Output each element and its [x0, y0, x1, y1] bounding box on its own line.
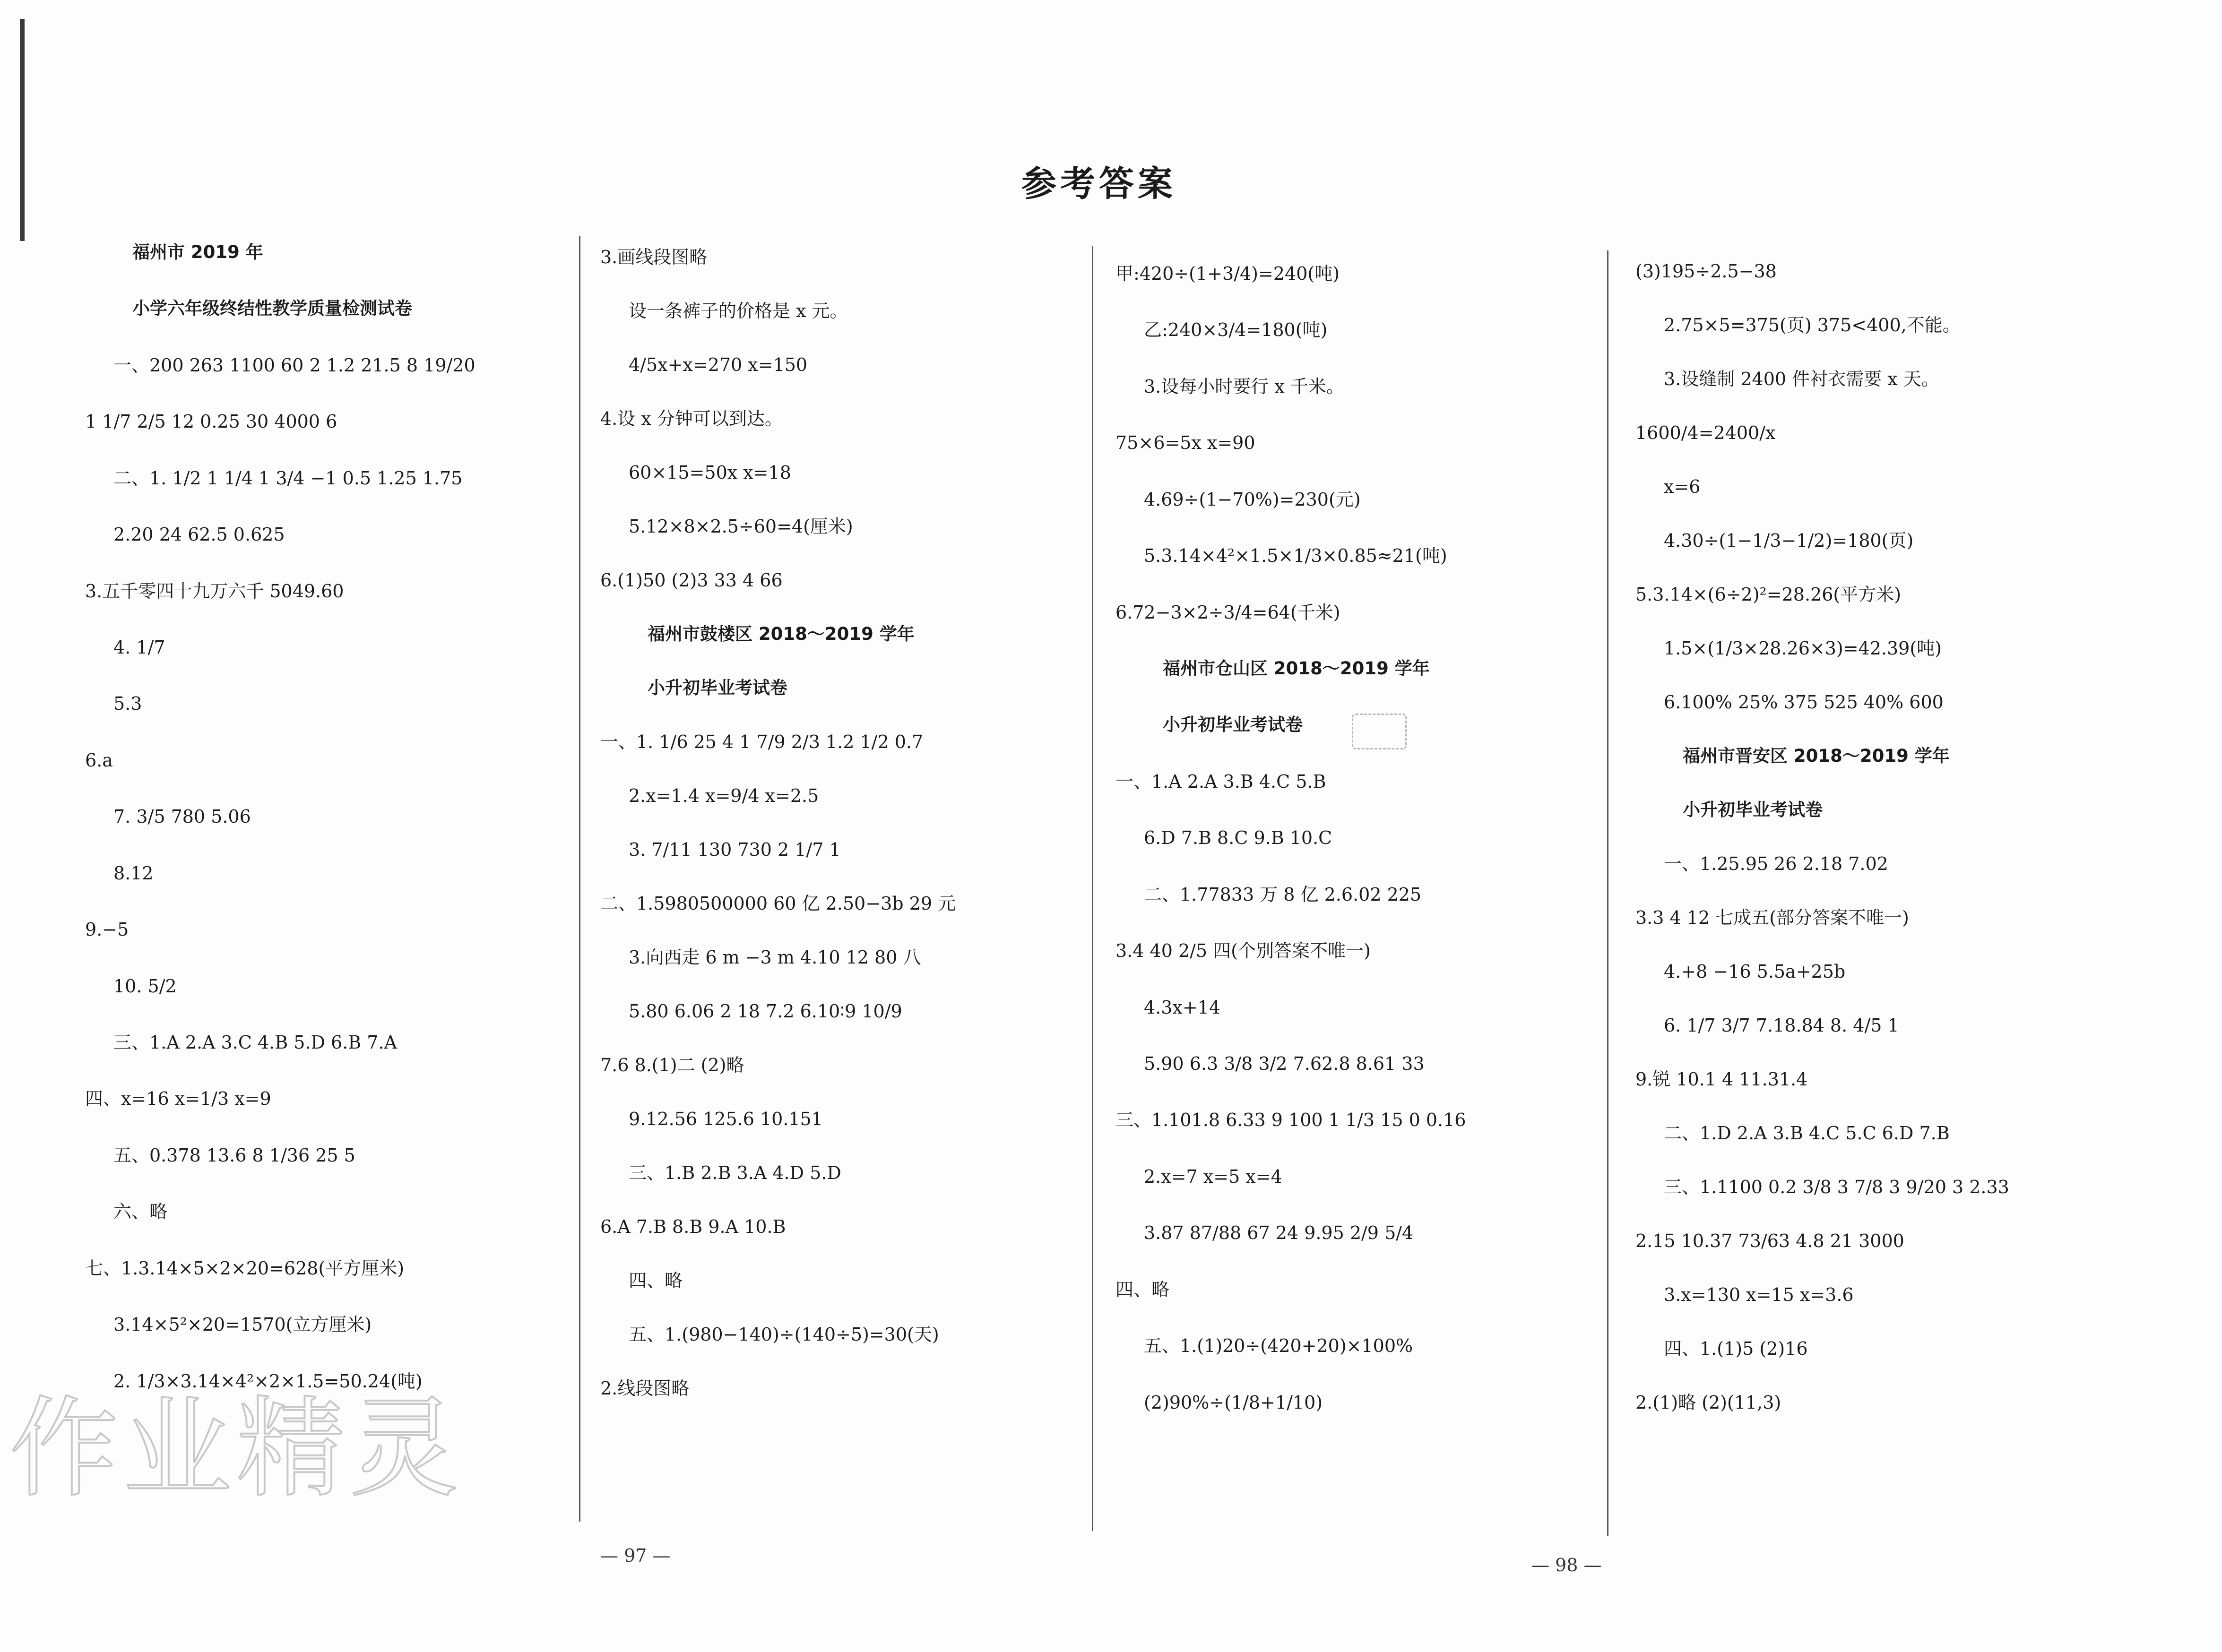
stamp-mark [1352, 714, 1407, 749]
answer-line: 4.设 x 分钟可以到达。 [600, 408, 783, 429]
section-heading: 福州市仓山区 2018～2019 学年 [1163, 658, 1430, 679]
column-divider [1092, 246, 1093, 1531]
answer-line: 2. 1/3×3.14×4²×2×1.5=50.24(吨) [113, 1370, 423, 1392]
section-heading: 小升初毕业考试卷 [1683, 800, 1823, 820]
answer-line: 6.a [85, 749, 113, 771]
answer-line: 1 1/7 2/5 12 0.25 30 4000 6 [85, 411, 337, 432]
answer-line: 设一条裤子的价格是 x 元。 [629, 301, 848, 321]
answer-line: 三、1.1100 0.2 3/8 3 7/8 3 9/20 3 2.33 [1664, 1177, 2009, 1197]
answer-line: x=6 [1664, 476, 1701, 497]
answer-line: 二、1.77833 万 8 亿 2.6.02 225 [1144, 884, 1422, 905]
answer-line: 3.3 4 12 七成五(部分答案不唯一) [1635, 907, 1909, 928]
answer-line: 6.A 7.B 8.B 9.A 10.B [600, 1216, 786, 1237]
answer-line: 3. 7/11 130 730 2 1/7 1 [629, 839, 841, 860]
answer-line: 4.69÷(1−70%)=230(元) [1144, 489, 1361, 510]
answer-line: 4.30÷(1−1/3−1/2)=180(页) [1664, 530, 1914, 551]
answer-line: 四、略 [1115, 1279, 1170, 1300]
answer-line: 二、1.5980500000 60 亿 2.50−3b 29 元 [600, 893, 956, 914]
answer-line: 5.80 6.06 2 18 7.2 6.10∶9 10/9 [629, 1001, 902, 1022]
answer-line: 1.5×(1/3×28.26×3)=42.39(吨) [1664, 638, 1942, 659]
answer-line: 一、200 263 1100 60 2 1.2 21.5 8 19/20 [113, 354, 476, 376]
answer-line: 七、1.3.14×5×2×20=628(平方厘米) [85, 1257, 405, 1279]
answer-line: 五、0.378 13.6 8 1/36 25 5 [113, 1144, 355, 1166]
answer-line: 4/5x+x=270 x=150 [629, 354, 808, 375]
answer-line: 4. 1/7 [113, 637, 165, 658]
section-heading: 小升初毕业考试卷 [1163, 714, 1303, 735]
answer-line: 三、1.B 2.B 3.A 4.D 5.D [629, 1162, 841, 1183]
page-number-left: — 97 — [600, 1545, 671, 1566]
answer-line: 5.3.14×4²×1.5×1/3×0.85≈21(吨) [1144, 545, 1447, 567]
answer-line: 75×6=5x x=90 [1115, 432, 1255, 454]
page-number-right: — 98 — [1531, 1555, 1602, 1575]
answer-line: 6.100% 25% 375 525 40% 600 [1664, 692, 1944, 713]
answer-line: 三、1.101.8 6.33 9 100 1 1/3 15 0 0.16 [1115, 1110, 1466, 1131]
answer-line: 60×15=50x x=18 [629, 462, 791, 483]
answer-line: 10. 5/2 [113, 975, 177, 997]
answer-line: 三、1.A 2.A 3.C 4.B 5.D 6.B 7.A [113, 1032, 397, 1053]
answer-line: 二、1.D 2.A 3.B 4.C 5.C 6.D 7.B [1664, 1123, 1950, 1144]
answer-line: 五、1.(1)20÷(420+20)×100% [1144, 1335, 1413, 1357]
scan-edge [20, 19, 25, 241]
answer-line: 2.线段图略 [600, 1378, 690, 1399]
answer-line: 5.3.14×(6÷2)²=28.26(平方米) [1635, 584, 1902, 605]
answer-line: 3.x=130 x=15 x=3.6 [1664, 1284, 1854, 1305]
column-divider [1607, 250, 1608, 1536]
section-heading: 福州市晋安区 2018～2019 学年 [1683, 746, 1950, 766]
answer-line: 3.14×5²×20=1570(立方厘米) [113, 1314, 372, 1335]
answer-line: 8.12 [113, 862, 154, 884]
column-divider [579, 236, 580, 1522]
page-title: 参考答案 [1021, 163, 1176, 204]
answer-line: 6.72−3×2÷3/4=64(千米) [1115, 602, 1340, 623]
answer-line: (2)90%÷(1/8+1/10) [1144, 1392, 1323, 1413]
section-heading: 福州市鼓楼区 2018～2019 学年 [648, 624, 915, 644]
answer-line: 2.15 10.37 73/63 4.8 21 3000 [1635, 1230, 1904, 1251]
answer-line: 2.20 24 62.5 0.625 [113, 524, 285, 545]
answer-line: 9.锐 10.1 4 11.31.4 [1635, 1069, 1808, 1090]
answer-line: 4.+8 −16 5.5a+25b [1664, 961, 1846, 982]
answer-line: 3.画线段图略 [600, 247, 708, 267]
answer-line: 2.x=7 x=5 x=4 [1144, 1166, 1282, 1187]
answer-line: 6. 1/7 3/7 7.18.84 8. 4/5 1 [1664, 1015, 1899, 1036]
answer-line: 3.4 40 2/5 四(个别答案不唯一) [1115, 940, 1371, 962]
answer-line: 2.x=1.4 x=9/4 x=2.5 [629, 785, 819, 806]
answer-line: 五、1.(980−140)÷(140÷5)=30(天) [629, 1324, 939, 1345]
answer-line: 乙:240×3/4=180(吨) [1144, 319, 1328, 341]
section-heading: 福州市 2019 年 [132, 242, 263, 262]
answer-line: 9.−5 [85, 919, 129, 940]
answer-line: 四、略 [629, 1270, 683, 1291]
answer-line: 1600/4=2400/x [1635, 422, 1776, 443]
answer-line: 3.向西走 6 m −3 m 4.10 12 80 八 [629, 947, 921, 968]
answer-line: (3)195÷2.5−38 [1635, 261, 1777, 282]
answer-line: 2.(1)略 (2)(11,3) [1635, 1392, 1781, 1413]
answer-line: 6.D 7.B 8.C 9.B 10.C [1144, 827, 1332, 849]
answer-line: 3.设缝制 2400 件衬衣需要 x 天。 [1664, 369, 1939, 389]
watermark-logo: 作业精灵 [9, 1386, 464, 1512]
answer-line: 2.75×5=375(页) 375<400,不能。 [1664, 315, 1961, 336]
answer-line: 甲:420÷(1+3/4)=240(吨) [1115, 263, 1340, 284]
answer-line: 四、x=16 x=1/3 x=9 [85, 1088, 271, 1110]
answer-line: 3.五千零四十九万六千 5049.60 [85, 580, 344, 602]
answer-line: 六、略 [113, 1201, 168, 1222]
answer-line: 一、1.A 2.A 3.B 4.C 5.B [1115, 771, 1326, 792]
answer-line: 9.12.56 125.6 10.151 [629, 1109, 823, 1129]
answer-line: 一、1. 1/6 25 4 1 7/9 2/3 1.2 1/2 0.7 [600, 731, 924, 752]
answer-line: 5.12×8×2.5÷60=4(厘米) [629, 516, 853, 537]
answer-line: 四、1.(1)5 (2)16 [1664, 1338, 1808, 1359]
answer-line: 3.设每小时要行 x 千米。 [1144, 376, 1344, 397]
answer-line: 5.3 [113, 693, 142, 714]
answer-line: 5.90 6.3 3/8 3/2 7.62.8 8.61 33 [1144, 1053, 1425, 1074]
answer-line: 4.3x+14 [1144, 997, 1221, 1018]
section-heading: 小升初毕业考试卷 [648, 678, 787, 698]
answer-line: 3.87 87/88 67 24 9.95 2/9 5/4 [1144, 1222, 1414, 1244]
answer-line: 二、1. 1/2 1 1/4 1 3/4 −1 0.5 1.25 1.75 [113, 467, 463, 489]
section-heading: 小学六年级终结性教学质量检测试卷 [132, 298, 412, 319]
answer-line: 6.(1)50 (2)3 33 4 66 [600, 570, 783, 591]
answer-line: 7.6 8.(1)二 (2)略 [600, 1055, 744, 1076]
answer-line: 7. 3/5 780 5.06 [113, 806, 251, 827]
answer-line: 一、1.25.95 26 2.18 7.02 [1664, 853, 1888, 874]
